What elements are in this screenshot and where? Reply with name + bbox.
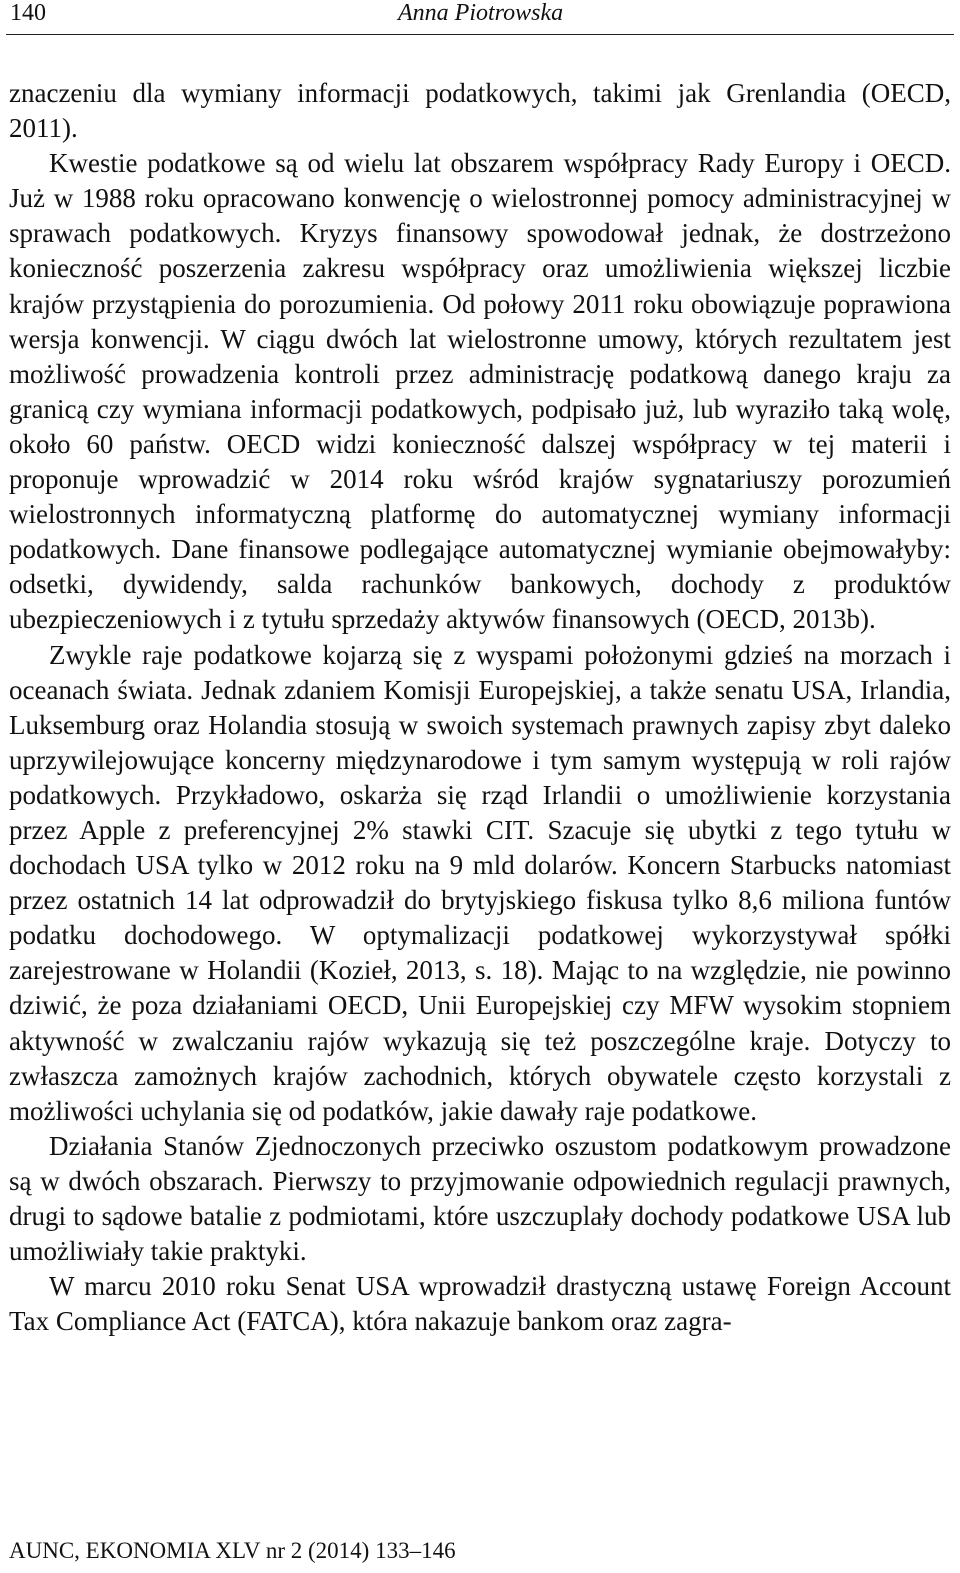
paragraph: Działania Stanów Zjednoczonych przeciwko oszustom podatkowym prowadzone są w dwóch obszarach. Pierwszy to przyjmowanie odpowiednich regulacji prawnych, drugi to sądowe batalie z podmiotami, które uszczuplały dochody podatkowe USA lub umożliwiały takie praktyki. bbox=[9, 1130, 951, 1267]
body-text bbox=[9, 76, 951, 1339]
running-head-author: Anna Piotrowska bbox=[398, 0, 564, 26]
paragraph-continued: znaczeniu dla wymiany informacji podatkowych, takimi jak Grenlandia (OECD, 2011). bbox=[9, 78, 951, 144]
paragraph: Zwykle raje podatkowe kojarzą się z wyspami położonymi gdzieś na morzach i oceanach świata. Jednak zdaniem Komisji Europejskiej, a także senatu USA, Irlandia, Luksemburg oraz Holandia stosują w swoich systemach prawnych zapisy zbyt daleko uprzywilejowujące koncerny międzynarodowe i tym samym występują w roli rajów podatkowych. Przykładowo, oskarża się rząd Irlandii o umożliwienie korzystania przez Apple z preferencyjnej 2% stawki CIT. Szacuje się ubytki z tego tytułu w dochodach USA tylko w 2012 roku na 9 mld dolarów. Koncern Starbucks natomiast przez ostatnich 14 lat odprowadził do brytyjskiego fiskusa tylko 8,6 miliona funtów podatku dochodowego. W optymalizacji podatkowej wykorzystywał spółki zarejestrowane w Holandii (Kozieł, 2013, s. 18). Mając to na względzie, nie powinno dziwić, że poza działaniami OECD, Unii Europejskiej czy MFW wysokim stopniem aktywność w zwalczaniu rajów wykazują się też poszczególne kraje. Dotyczy to zwłaszcza zamożnych krajów zachodnich, których obywatele często korzystali z możliwości uchylania się od podatków, jakie dawały raje podatkowe. bbox=[9, 639, 951, 1126]
paragraph: Kwestie podatkowe są od wielu lat obszarem współpracy Rady Europy i OECD. Już w 1988 roku opracowano konwencję o wielostronnej pomocy administracyjnej w sprawach podatkowych. Kryzys finansowy spowodował jednak, że dostrzeżono konieczność poszerzenia zakresu współpracy oraz umożliwienia większej liczbie krajów przystąpienia do porozumienia. Od połowy 2011 roku obowiązuje poprawiona wersja konwencji. W ciągu dwóch lat wielostronne umowy, których rezultatem jest możliwość prowadzenia kontroli przez administrację podatkową danego kraju za granicą czy wymiana informacji podatkowych, podpisało już, lub wyraziło taką wolę, około 60 państw. OECD widzi konieczność dalszej współpracy w tej materii i proponuje wprowadzić w 2014 roku wśród krajów sygnatariuszy porozumień wielostronnych informatyczną platformę do automatycznej wymiany informacji podatkowych. Dane finansowe podlegające automatycznej wymianie obejmowałyby: odsetki, dywidendy, salda rachunków bankowych, dochody z produktów ubezpieczeniowych i z tytułu sprzedaży aktywów finansowych (OECD, 2013b). bbox=[9, 148, 951, 635]
page-footer: AUNC, EKONOMIA XLV nr 2 (2014) 133–146 bbox=[9, 1538, 456, 1563]
page-number: 140 bbox=[10, 0, 46, 26]
page-header bbox=[6, 0, 954, 35]
paragraph: W marcu 2010 roku Senat USA wprowadził drastyczną ustawę Foreign Account Tax Compliance Act (FATCA), która nakazuje bankom oraz zagra- bbox=[9, 1271, 951, 1337]
